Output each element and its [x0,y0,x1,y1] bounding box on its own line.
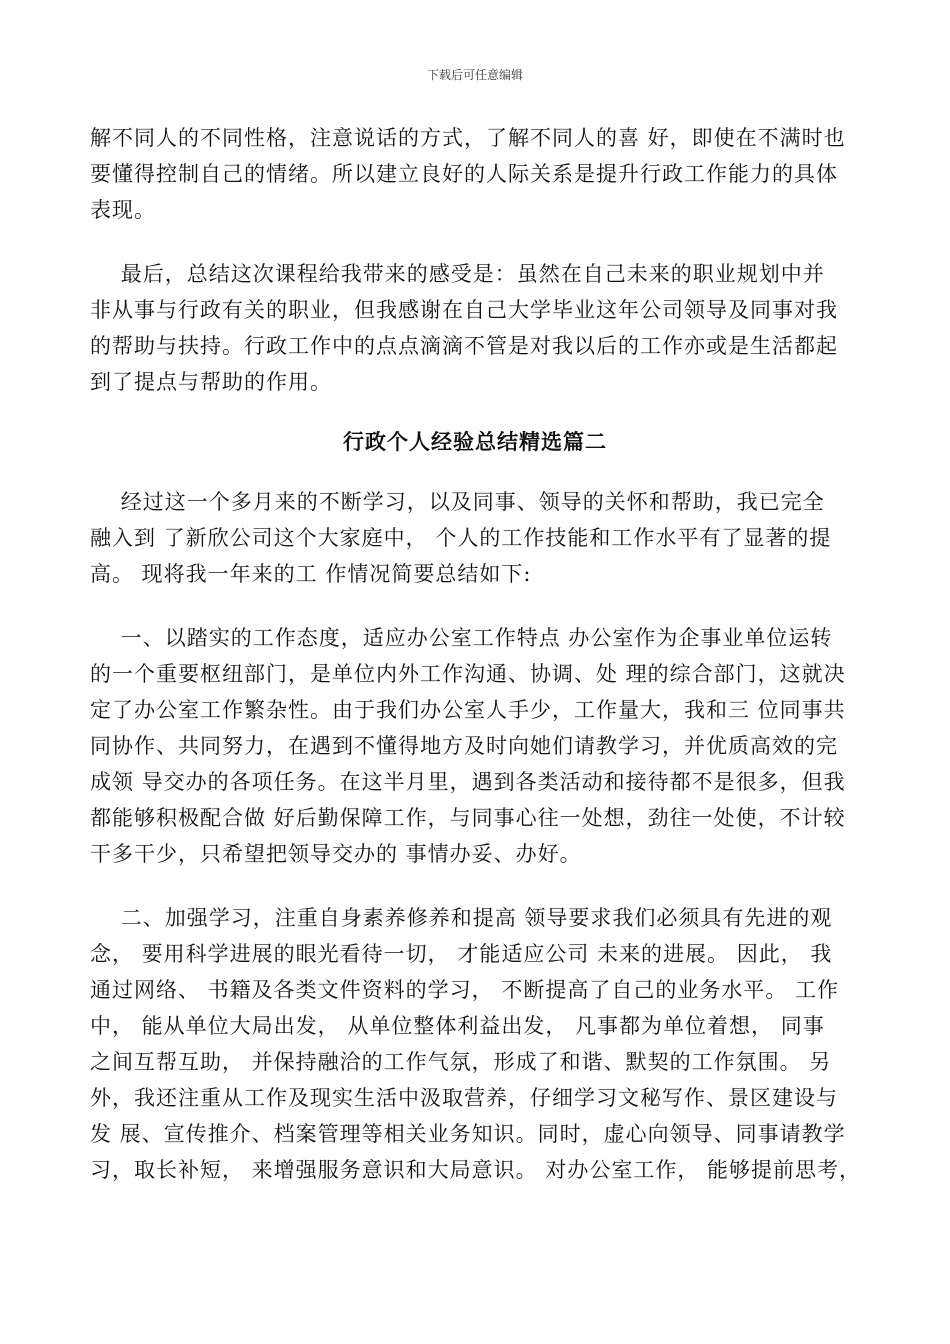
paragraph-line: 定了办公室工作繁杂性。由于我们办公室人手少，工作量大，我和三 位同事共 [90,698,846,722]
paragraph-line: 发 展、宣传推介、档案管理等相关业务知识。同时，虚心向领导、同事请教学 [90,1122,846,1146]
paragraph-line: 习，取长补短， 来增强服务意识和大局意识。 对办公室工作， 能够提前思考， [90,1158,862,1182]
paragraph-line: 的一个重要枢纽部门，是单位内外工作沟通、协调、处 理的综合部门，这就决 [90,662,846,686]
paragraph-line: 同协作、共同努力，在遇到不懂得地方及时向她们请教学习，并优质高效的完 [90,734,838,758]
paragraph-line: 二、加强学习，注重自身素养修养和提高 领导要求我们必须具有先进的观 [90,906,833,930]
paragraph-line: 要懂得控制自己的情绪。所以建立良好的人际关系是提升行政工作能力的具体 [90,162,838,186]
paragraph-line: 之间互帮互助， 并保持融洽的工作气氛，形成了和谐、默契的工作氛围。 另 [90,1050,832,1074]
paragraph-line: 一、以踏实的工作态度，适应办公室工作特点 办公室作为企事业单位运转 [90,626,833,650]
paragraph-line: 表现。 [90,198,156,222]
paragraph-line: 的帮助与扶持。行政工作中的点点滴滴不管是对我以后的工作亦或是生活都起 [90,334,838,358]
paragraph-line: 通过网络、 书籍及各类文件资料的学习， 不断提高了自己的业务水平。 工作 [90,978,840,1002]
paragraph-line: 干多干少，只希望把领导交办的 事情办妥、办好。 [90,842,582,866]
paragraph-line: 念， 要用科学进展的眼光看待一切， 才能适应公司 未来的进展。 因此， 我 [90,942,833,966]
paragraph-line: 都能够积极配合做 好后勤保障工作，与同事心往一处想，劲往一处使，不计较 [90,806,846,830]
paragraph-line: 非从事与行政有关的职业，但我感谢在自己大学毕业这年公司领导及同事对我 [90,298,838,322]
paragraph-line: 外，我还注重从工作及现实生活中汲取营养，仔细学习文秘写作、景区建设与 [90,1086,838,1110]
section-title: 行政个人经验总结精选篇二 [343,429,607,454]
paragraph-line: 中， 能从单位大局出发， 从单位整体利益出发， 凡事都为单位着想， 同事 [90,1014,825,1038]
paragraph-line: 融入到 了新欣公司这个大家庭中， 个人的工作技能和工作水平有了显著的提 [90,526,832,550]
paragraph-line: 成领 导交办的各项任务。在这半月里，遇到各类活动和接待都不是很多，但我 [90,770,846,794]
paragraph-line: 高。 现将我一年来的工 作情况简要总结如下: [90,562,532,586]
paragraph-line: 最后，总结这次课程给我带来的感受是：虽然在自己未来的职业规划中并 [90,262,825,286]
paragraph-line: 解不同人的不同性格，注意说话的方式，了解不同人的喜 好，即使在不满时也 [90,126,846,150]
paragraph-line: 经过这一个多月来的不断学习，以及同事、领导的关怀和帮助，我已完全 [90,490,825,514]
page-header: 下载后可任意编辑 [426,68,523,82]
paragraph-line: 到了提点与帮助的作用。 [90,370,332,394]
